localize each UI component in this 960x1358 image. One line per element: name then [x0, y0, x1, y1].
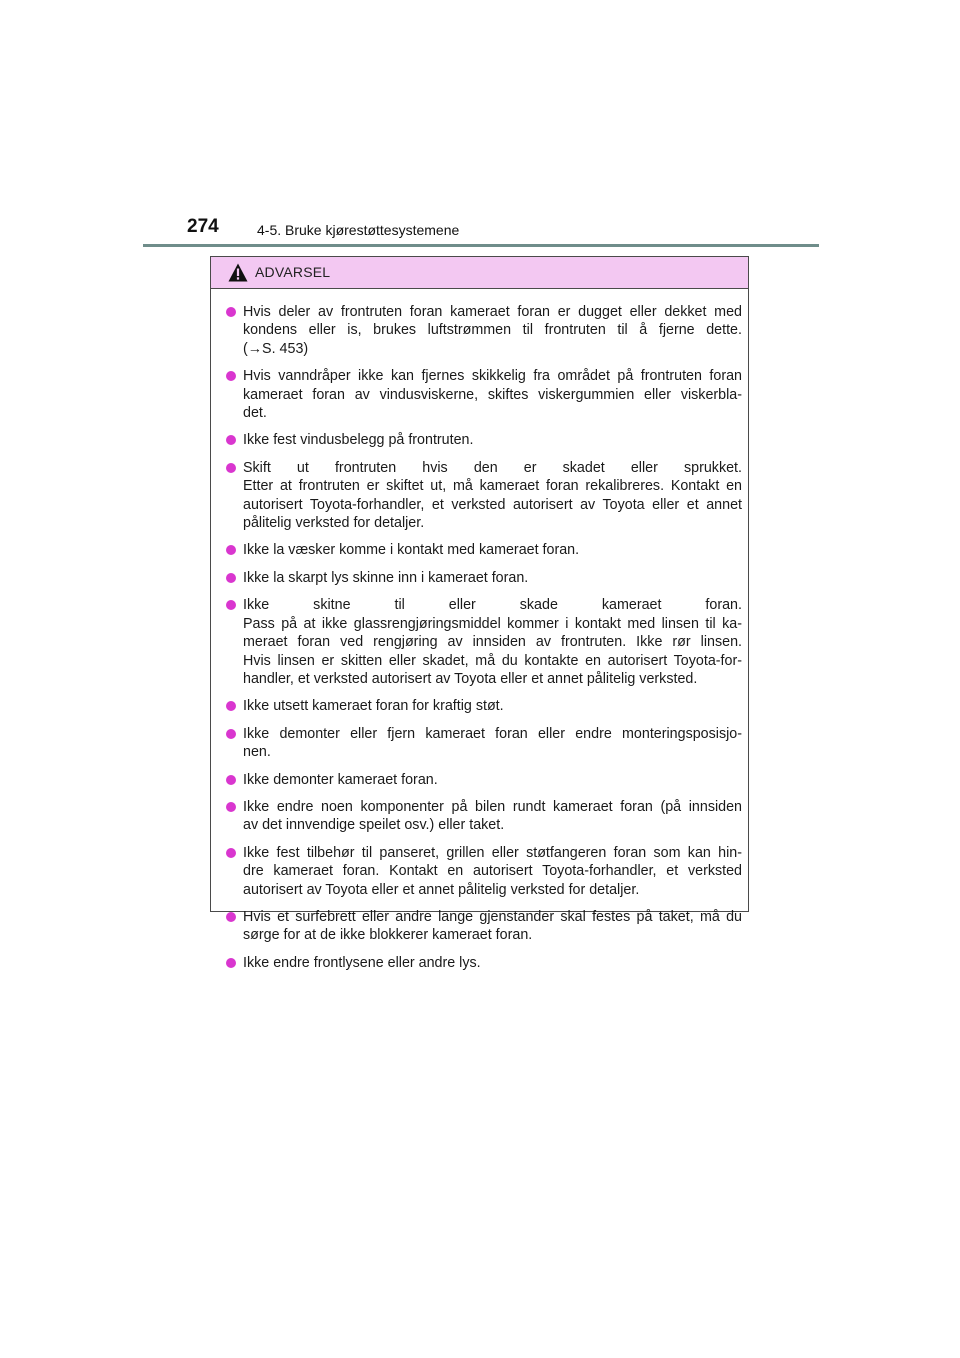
warning-item-line: Ikke fest vindusbelegg på frontruten. [243, 432, 474, 449]
warning-box [210, 256, 749, 971]
warning-item-line: Ikke fest tilbehør til panseret, grillen eller støtfangeren foran som kan hin- [243, 844, 742, 861]
bullet-icon [226, 573, 236, 583]
warning-label: ADVARSEL [255, 264, 331, 280]
warning-item-line: Hvis deler av frontruten foran kameraet foran er dugget eller dekket med [243, 304, 742, 320]
warning-item-line: autorisert av Toyota eller et annet pålitelig verksted for detaljer. [243, 881, 640, 898]
warning-item-line: kondens eller is, brukes luftstrømmen til frontruten til å fjerne dette. [243, 322, 742, 339]
warning-item-line: Hvis linsen er skitten eller skadet, må du kontakte en autorisert Toyota-for- [243, 652, 742, 669]
warning-item-line: Ikke utsett kameraet foran for kraftig støt. [243, 698, 504, 715]
warning-item-line: dre kameraet foran. Kontakt en autorisert Toyota-forhandler, et verksted [243, 863, 742, 880]
warning-item-line: av det innvendige speilet osv.) eller taket. [243, 817, 505, 834]
warning-item-line: (→S. 453) [243, 340, 309, 357]
bullet-icon [226, 307, 236, 317]
warning-item [226, 954, 742, 972]
warning-item [226, 541, 742, 559]
warning-item-line: sørge for at de ikke blokkerer kameraet foran. [243, 927, 533, 944]
warning-item [226, 569, 742, 587]
warning-item [226, 771, 742, 789]
warning-item [226, 844, 742, 899]
warning-item-line: Ikke skitne til eller skade kameraet foran. [243, 597, 742, 614]
warning-triangle-icon [228, 263, 248, 282]
warning-item [226, 596, 742, 688]
bullet-icon [226, 912, 236, 922]
warning-item [226, 367, 742, 422]
bullet-icon [226, 600, 236, 610]
bullet-icon [226, 802, 236, 812]
bullet-icon [226, 701, 236, 711]
warning-item-line: det. [243, 405, 267, 422]
bullet-icon [226, 545, 236, 555]
warning-item-line: Ikke endre frontlysene eller andre lys. [243, 954, 481, 971]
warning-item-line: meraet foran ved rengjøring av innsiden av frontruten. Ikke rør linsen. [243, 634, 742, 651]
warning-item [226, 303, 742, 358]
warning-item-line: Ikke la væsker komme i kontakt med kameraet foran. [243, 542, 580, 559]
bullet-icon [226, 463, 236, 473]
warning-item-line: Ikke demonter eller fjern kameraet foran eller endre monteringsposisjo- [243, 725, 742, 742]
warning-item-line: Ikke demonter kameraet foran. [243, 771, 438, 788]
warning-item-line: Skift ut frontruten hvis den er skadet eller sprukket. [243, 459, 742, 476]
warning-list [211, 289, 748, 972]
warning-item-line: nen. [243, 744, 271, 761]
bullet-icon [226, 371, 236, 381]
page-header [187, 214, 827, 238]
bullet-icon [226, 435, 236, 445]
warning-item-line: Ikke endre noen komponenter på bilen rundt kameraet foran (på innsiden [243, 798, 742, 815]
warning-header [211, 257, 748, 289]
warning-item [226, 697, 742, 715]
section-title: 4-5. Bruke kjørestøttesystemene [257, 222, 460, 238]
warning-item-line: autorisert Toyota-forhandler, et verksted autorisert av Toyota eller et annet [243, 496, 742, 513]
warning-item-line: kameraet foran av vindusviskerne, skiftes viskergummien eller viskerbla- [243, 386, 742, 403]
page-number: 274 [187, 216, 219, 237]
bullet-icon [226, 775, 236, 785]
warning-item-line: handler, et verksted autorisert av Toyota eller et annet pålitelig verksted. [243, 670, 698, 687]
warning-item-line: pålitelig verksted for detaljer. [243, 515, 425, 532]
bullet-icon [226, 729, 236, 739]
warning-item-line: Hvis vanndråper ikke kan fjernes skikkelig fra området på frontruten foran [243, 368, 742, 385]
warning-item-line: Pass på at ikke glassrengjøringsmiddel kommer i kontakt med linsen til ka- [243, 615, 742, 632]
header-divider [143, 244, 819, 247]
warning-item [226, 798, 742, 835]
warning-item [226, 459, 742, 533]
warning-item [226, 431, 742, 449]
warning-item-line: Ikke la skarpt lys skinne inn i kameraet foran. [243, 569, 529, 586]
warning-item-line: Etter at frontruten er skiftet ut, må kameraet foran rekalibreres. Kontakt en [243, 478, 742, 495]
warning-item-line: Hvis et surfebrett eller andre lange gjenstander skal festes på taket, må du [243, 908, 742, 925]
warning-item [226, 908, 742, 945]
bullet-icon [226, 958, 236, 968]
bullet-icon [226, 848, 236, 858]
warning-item [226, 725, 742, 762]
